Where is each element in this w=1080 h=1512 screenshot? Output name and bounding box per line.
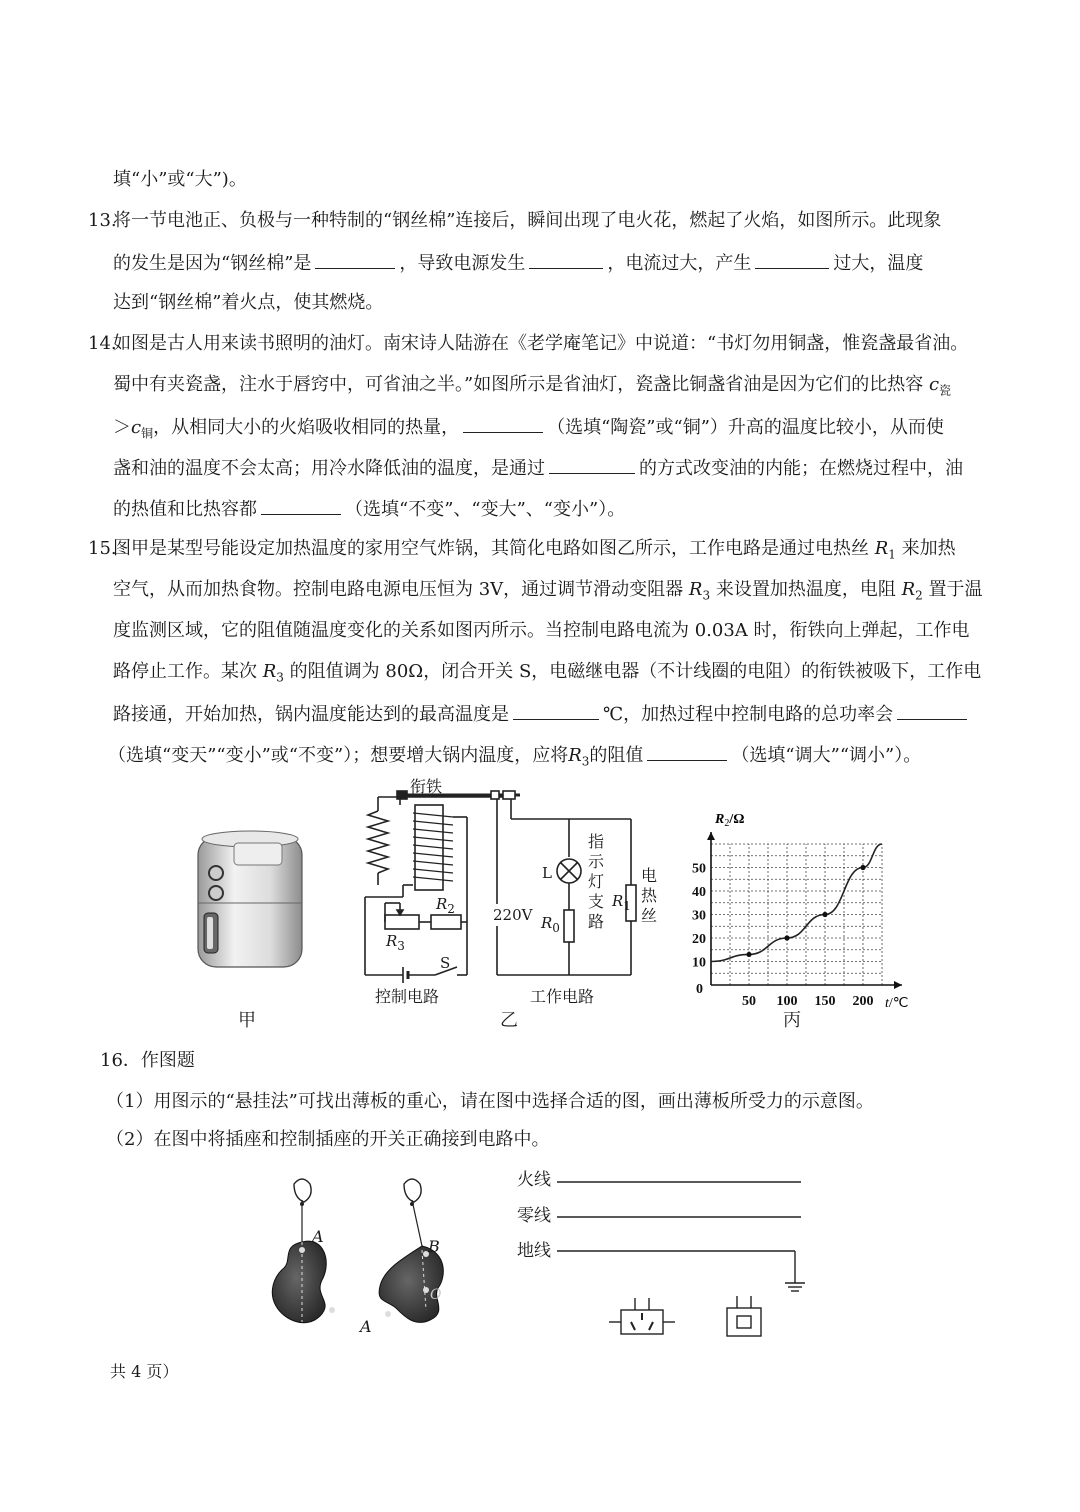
- switch-label: S: [440, 954, 451, 972]
- answer-blank[interactable]: [315, 250, 395, 269]
- chart-grid: [711, 844, 882, 985]
- origin-label: 0: [696, 982, 703, 997]
- y-tick-label: 30: [692, 908, 706, 924]
- r3-label: $R_3$: [386, 932, 405, 953]
- x-tick-label: 150: [814, 994, 836, 1009]
- voltage-label: 220V: [493, 906, 533, 924]
- figure-label-bing: 丙: [783, 1010, 801, 1031]
- y-axis-label: $R_2/\Omega$: [715, 812, 745, 829]
- q14-line-3: $>c_铜$，从相同大小的火焰吸收相同的热量， （选填“陶瓷”或“铜”）升高的温度比较小，从而使: [113, 414, 993, 446]
- neutral-wire-label: 零线: [517, 1206, 551, 1226]
- socket-symbol[interactable]: [609, 1298, 675, 1334]
- x-tick-label: 50: [742, 994, 756, 1009]
- answer-blank[interactable]: [261, 496, 341, 515]
- y-tick-label: 40: [692, 885, 706, 900]
- hanging-plates-figure: [262, 1170, 472, 1340]
- data-point: [746, 952, 751, 957]
- q13-line-1: 将一节电池正、负极与一种特制的“钢丝棉”连接后，瞬间出现了电火花，燃起了火焰，如图所示。此现象: [113, 210, 942, 231]
- question-number-15: 15.: [88, 538, 117, 559]
- data-point: [860, 865, 865, 870]
- heater-label: 电热丝: [641, 866, 658, 925]
- figure-label-jia: 甲: [238, 1010, 256, 1031]
- y-axis-arrow: [707, 832, 715, 840]
- answer-blank[interactable]: [549, 455, 635, 474]
- q15-line-5: 路接通，开始加热，锅内温度能达到的最高温度是 ℃，加热过程中控制电路的总功率会: [113, 701, 993, 727]
- text-line: 填“小”或“大”)。: [113, 169, 247, 190]
- resistance-temperature-chart: [685, 805, 925, 1010]
- point-a-left: A: [312, 1227, 324, 1246]
- point-o: O: [430, 1287, 442, 1303]
- q16-title: 16．作图题: [100, 1050, 195, 1071]
- q16-part-2: （2）在图中将插座和控制插座的开关正确接到电路中。: [106, 1129, 550, 1150]
- answer-blank[interactable]: [463, 414, 543, 433]
- q13-line-3: 达到“钢丝棉”着火点，使其燃烧。: [113, 292, 384, 313]
- q16-part-1: （1）用图示的“悬挂法”可找出薄板的重心，请在图中选择合适的图，画出薄板所受力的示意图。: [106, 1091, 874, 1112]
- q15-line-6: （选填“变天”“变小”或“不变”）；想要增大锅内温度，应将$R_3$的阻值 （选填“调大”“调小”）。: [108, 742, 988, 774]
- r1-label: $R_1$: [612, 892, 631, 913]
- r2-label: $R_2$: [436, 895, 455, 916]
- x-tick-label: 100: [776, 994, 798, 1009]
- x-tick-label: 200: [852, 994, 874, 1009]
- y-tick-label: 50: [692, 861, 706, 877]
- point-b: B: [428, 1237, 440, 1256]
- q15-line-4: 路停止工作。某次 $R_3$ 的阻值调为 80Ω，闭合开关 S，电磁继电器（不计线圈的电阻）的衔铁被吸下，工作电: [113, 661, 982, 685]
- work-circuit-label: 工作电路: [530, 987, 595, 1006]
- ground-wire-label: 地线: [517, 1241, 551, 1261]
- switch-symbol[interactable]: [727, 1296, 761, 1336]
- answer-blank[interactable]: [647, 742, 727, 761]
- answer-blank[interactable]: [513, 701, 599, 720]
- page-footer: 共 4 页）: [110, 1362, 179, 1381]
- q15-line-3: 度监测区域，它的阻值随温度变化的关系如图丙所示。当控制电路电流为 0.03A 时，衔铁向上弹起，工作电: [113, 620, 970, 641]
- air-fryer-image: [190, 825, 310, 975]
- data-point: [822, 912, 827, 917]
- q15-line-2: 空气，从而加热食物。控制电路电源电压恒为 3V，通过调节滑动变阻器 $R_3$ 来设置加热温度，电阻 $R_2$ 置于温: [113, 579, 983, 603]
- point-a-right: A: [360, 1317, 372, 1336]
- question-number-13: 13.: [88, 210, 117, 231]
- r0-label: $R_0$: [541, 914, 560, 935]
- question-number-14: 14.: [88, 333, 117, 354]
- data-point: [784, 935, 789, 940]
- q14-line-5: 的热值和比热容都 （选填“不变”、“变大”、“变小”）。: [113, 496, 993, 522]
- armature-label: 衔铁: [410, 777, 443, 796]
- control-circuit-label: 控制电路: [375, 987, 440, 1006]
- figure-label-yi: 乙: [500, 1010, 518, 1031]
- x-axis-arrow: [894, 981, 902, 989]
- y-tick-label: 20: [692, 932, 706, 947]
- q13-line-2: 的发生是因为“钢丝棉”是 ，导致电源发生 ，电流过大，产生 过大，温度: [113, 250, 993, 276]
- q14-line-1: 如图是古人用来读书照明的油灯。南宋诗人陆游在《老学庵笔记》中说道：“书灯勿用铜盏，惟瓷盏最省油。: [113, 333, 969, 354]
- lamp-label: L: [542, 864, 552, 882]
- x-axis-label: t/℃: [885, 996, 909, 1010]
- wiring-diagram: [555, 1170, 825, 1345]
- answer-blank[interactable]: [897, 701, 967, 720]
- indicator-branch-label: 指示灯支路: [588, 832, 605, 931]
- q15-line-1: 图甲是某型号能设定加热温度的家用空气炸锅，其简化电路如图乙所示，工作电路是通过电热丝 $R_1$ 来加热: [113, 538, 956, 562]
- live-wire-label: 火线: [517, 1170, 551, 1190]
- y-tick-label: 10: [692, 955, 706, 971]
- answer-blank[interactable]: [529, 250, 603, 269]
- q14-line-4: 盏和油的温度不会太高；用冷水降低油的温度，是通过 的方式改变油的内能；在燃烧过程中，油: [113, 455, 993, 481]
- q14-line-2: 蜀中有夹瓷盏，注水于唇窍中，可省油之半。”如图所示是省油灯，瓷盏比铜盏省油是因为它们的比热容 $c_瓷$: [113, 374, 952, 398]
- answer-blank[interactable]: [755, 250, 829, 269]
